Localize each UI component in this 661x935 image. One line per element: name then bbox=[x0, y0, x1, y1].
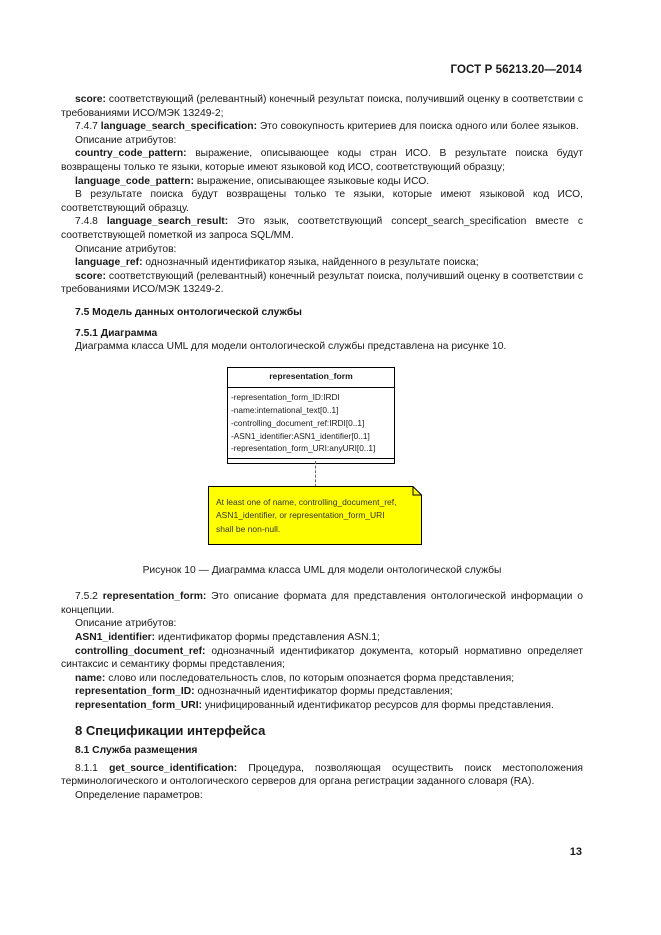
uml-class-box bbox=[227, 367, 395, 465]
paragraph-7-4-7 bbox=[61, 120, 583, 134]
uml-attribute: -representation_form_URI:anyURI[0..1] bbox=[231, 443, 376, 454]
paragraph-controlling-document-ref bbox=[61, 645, 583, 672]
uml-note-connector bbox=[315, 461, 316, 487]
paragraph-representation-form-id bbox=[61, 685, 583, 699]
paragraph-8-1-1 bbox=[61, 762, 583, 789]
paragraph-result: В результате поиска будут возвращены только те языки, которые имеют языковой код ИСО, соответствующий образцу. bbox=[61, 189, 583, 214]
clause-number: 8.1.1 bbox=[75, 762, 110, 774]
term-language-search-result: language_search_result: bbox=[106, 216, 229, 228]
term-language-ref: language_ref: bbox=[75, 257, 143, 269]
term-score: score: bbox=[75, 270, 106, 282]
term-definition: однозначный идентификатор формы представления; bbox=[194, 686, 453, 698]
term-definition: идентификатор формы представления ASN.1; bbox=[155, 632, 380, 644]
paragraph-diagram-intro: Диаграмма класса UML для модели онтологической службы представлена на рисунке 10. bbox=[75, 341, 507, 353]
uml-class-name: representation_form bbox=[228, 368, 394, 389]
paragraph-score-1 bbox=[61, 93, 583, 120]
page-number: 13 bbox=[569, 846, 582, 858]
subsection-heading-7-5-1: 7.5.1 Диаграмма bbox=[75, 327, 158, 339]
section-heading-7-5: 7.5 Модель данных онтологической службы bbox=[75, 306, 302, 318]
paragraph-language-ref bbox=[61, 256, 583, 270]
section-heading-8: 8 Спецификации интерфейса bbox=[75, 722, 266, 738]
uml-attribute: -representation_form_ID:IRDI bbox=[231, 392, 340, 403]
paragraph-asn1-identifier bbox=[61, 631, 583, 645]
paragraph-language-code-pattern bbox=[61, 175, 583, 189]
term-name: name: bbox=[75, 672, 106, 684]
clause-number: 7.5.2 bbox=[75, 591, 103, 603]
uml-note bbox=[208, 486, 422, 545]
paragraph-7-5-2 bbox=[61, 590, 583, 617]
term-representation-form-id: representation_form_ID: bbox=[75, 686, 195, 698]
term-language-search-specification: language_search_specification: bbox=[100, 121, 257, 133]
term-representation-form-uri: representation_form_URI: bbox=[75, 700, 203, 712]
paragraph-country-code-pattern bbox=[61, 147, 583, 174]
note-line: ASN1_identifier, or representation_form_URI bbox=[216, 510, 385, 521]
term-controlling-document-ref: controlling_document_ref: bbox=[75, 645, 206, 657]
uml-attribute: -name:international_text[0..1] bbox=[231, 405, 339, 416]
term-definition: Это описание формата для представления онтологической информации о концепции. bbox=[61, 591, 583, 616]
uml-figure bbox=[61, 361, 583, 556]
attributes-intro: Описание атрибутов: bbox=[75, 618, 177, 630]
term-definition: однозначный идентификатор документа, который нормативно определяет синтаксис и семантику формы представления; bbox=[61, 645, 583, 671]
parameters-intro: Определение параметров: bbox=[75, 790, 203, 801]
term-definition: однозначный идентификатор языка, найденного в результате поиска; bbox=[142, 257, 479, 269]
clause-number: 7.4.8 bbox=[75, 216, 107, 228]
term-get-source-identification: get_source_identification: bbox=[109, 762, 238, 774]
attributes-intro: Описание атрибутов: bbox=[75, 134, 177, 146]
term-definition: Это язык, соответствующий concept_search_specification вместе с соответствующей пометкой из запроса SQL/MM. bbox=[61, 216, 583, 241]
term-score: score: bbox=[75, 94, 106, 105]
term-definition: соответствующий (релевантный) конечный результат поиска, получивший оценку в соответствии с требованиями ИСО/МЭК 13249-2. bbox=[61, 270, 583, 296]
term-language-code-pattern: language_code_pattern: bbox=[75, 175, 195, 187]
term-definition: слово или последовательность слов, по которым опознается форма представления; bbox=[105, 672, 515, 684]
attributes-intro: Описание атрибутов: bbox=[75, 243, 177, 255]
note-line: shall be non-null. bbox=[216, 523, 281, 534]
term-definition: выражение, описывающее языковые коды ИСО. bbox=[194, 175, 430, 187]
uml-class-attributes bbox=[228, 388, 394, 458]
term-definition: Процедура, позволяющая осуществить поиск местоположения терминологического и онтологического серверов для органа регистрации заданного словаря (RA). bbox=[61, 762, 584, 788]
uml-note-text bbox=[216, 496, 416, 537]
clause-number: 7.4.7 bbox=[75, 121, 101, 133]
document-id: ГОСТ Р 56213.20—2014 bbox=[450, 64, 582, 76]
term-asn1-identifier: ASN1_identifier: bbox=[75, 632, 156, 644]
term-country-code-pattern: country_code_pattern: bbox=[75, 148, 187, 160]
uml-attribute: -ASN1_identifier:ASN1_identifier[0..1] bbox=[231, 430, 370, 441]
paragraph-7-4-8 bbox=[61, 215, 583, 242]
figure-caption: Рисунок 10 — Диаграмма класса UML для модели онтологической службы bbox=[142, 564, 502, 576]
paragraph-name bbox=[61, 672, 583, 686]
term-definition: унифицированный идентификатор ресурсов для формы представления. bbox=[202, 700, 554, 712]
paragraph-score-2 bbox=[61, 270, 583, 297]
uml-attribute: -controlling_document_ref:IRDI[0..1] bbox=[231, 417, 365, 428]
uml-operations-compartment bbox=[228, 458, 394, 463]
subsection-heading-8-1: 8.1 Служба размещения bbox=[75, 745, 198, 757]
term-definition: Это совокупность критериев для поиска одного или более языков. bbox=[257, 121, 579, 133]
term-definition: выражение, описывающее коды стран ИСО. В результате поиска будут возвращены только те языки, которые имеют языковой код ИСО, соответствующий образцу; bbox=[61, 148, 583, 173]
term-definition: соответствующий (релевантный) конечный результат поиска, получивший оценку в соответствии с требованиями ИСО/МЭК 13249-2; bbox=[61, 94, 583, 119]
paragraph-representation-form-uri bbox=[61, 699, 583, 713]
note-line: At least one of name, controlling_document_ref, bbox=[216, 496, 397, 507]
term-representation-form: representation_form: bbox=[102, 591, 207, 603]
document-body bbox=[61, 93, 583, 803]
